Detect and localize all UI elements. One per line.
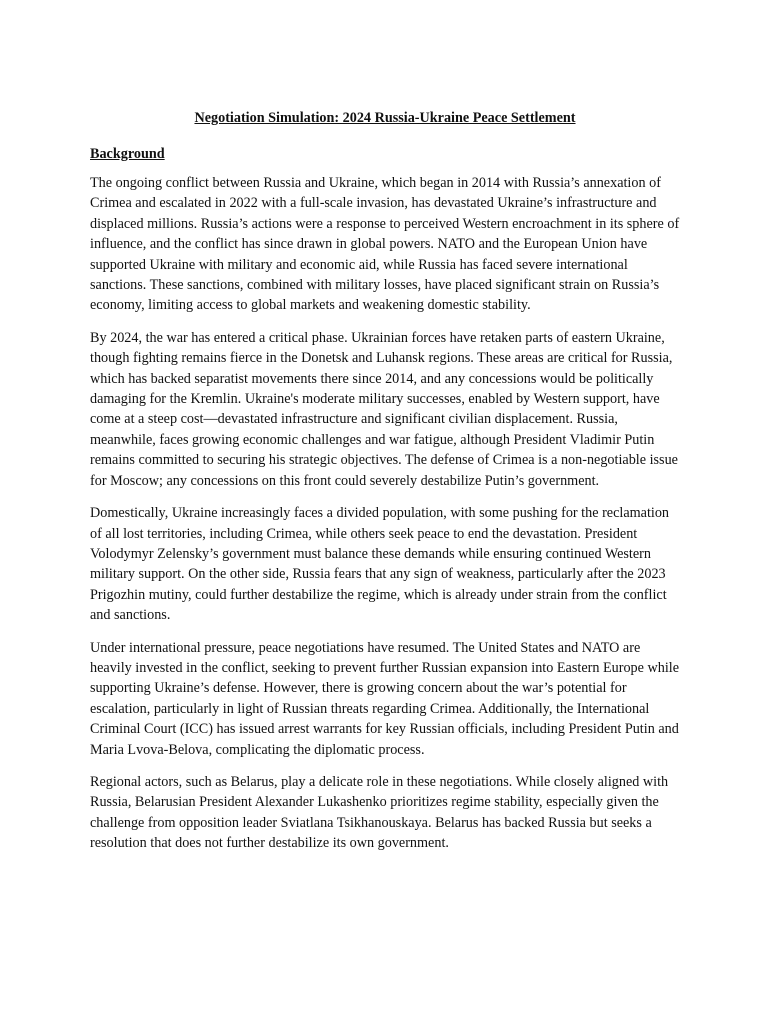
document-body [90, 108, 680, 866]
paragraph: By 2024, the war has entered a critical phase. Ukrainian forces have retaken parts of eastern Ukraine, though fighting remains fierce in the Donetsk and Luhansk regions. These areas are critical for Russia, which has backed separatist movements there since 2014, and any concessions would be politically damaging for the Kremlin. Ukraine's moderate military successes, enabled by Western support, have come at a steep cost—devastated infrastructure and significant civilian displacement. Russia, meanwhile, faces growing economic challenges and war fatigue, although President Vladimir Putin remains committed to securing his strategic objectives. The defense of Crimea is a non-negotiable issue for Moscow; any concessions on this front could severely destabilize Putin’s government. [90, 329, 678, 489]
paragraph: Under international pressure, peace negotiations have resumed. The United States and NATO are heavily invested in the conflict, seeking to prevent further Russian expansion into Eastern Europe while supporting Ukraine’s defense. However, there is growing concern about the war’s potential for escalation, particularly in light of Russian threats regarding Crimea. Additionally, the International Criminal Court (ICC) has issued arrest warrants for key Russian officials, including President Putin and Maria Lvova-Belova, complicating the diplomatic process. [90, 639, 680, 758]
section-heading-background: Background [90, 146, 165, 162]
paragraph: Regional actors, such as Belarus, play a delicate role in these negotiations. While closely aligned with Russia, Belarusian President Alexander Lukashenko prioritizes regime stability, especially given the challenge from opposition leader Sviatlana Tsikhanouskaya. Belarus has backed Russia but seeks a resolution that does not further destabilize its own government. [90, 773, 669, 852]
document-title: Negotiation Simulation: 2024 Russia-Ukraine Peace Settlement [194, 110, 576, 126]
paragraph: The ongoing conflict between Russia and Ukraine, which began in 2014 with Russia’s annexation of Crimea and escalated in 2022 with a full-scale invasion, has devastated Ukraine’s infrastructure and displaced millions. Russia’s actions were a response to perceived Western encroachment in its sphere of influence, and the conflict has since drawn in global powers. NATO and the European Union have supported Ukraine with military and economic aid, while Russia has faced severe international sanctions. These sanctions, combined with military losses, have placed significant strain on Russia’s economy, limiting access to global markets and weakening domestic stability. [90, 175, 680, 314]
paragraph: Domestically, Ukraine increasingly faces a divided population, with some pushing for the reclamation of all lost territories, including Crimea, while others seek peace to end the devastation. President Volodymyr Zelensky’s government must balance these demands while ensuring continued Western military support. On the other side, Russia fears that any sign of weakness, particularly after the 2023 Prigozhin mutiny, could further destabilize the regime, which is already under strain from the conflict and sanctions. [90, 505, 670, 624]
